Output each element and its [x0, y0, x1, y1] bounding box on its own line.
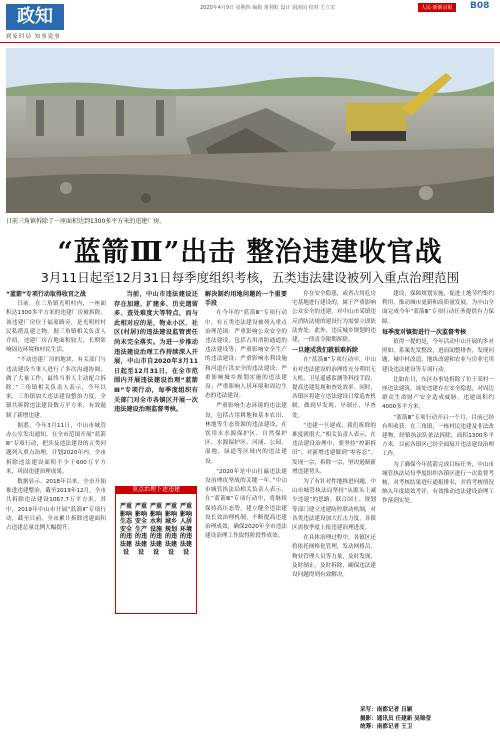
paragraph: 值得一提的是，今年活动中山开展的多对照如，系案先发整改，进而闻整排查，发现问题，城中村改造、地块改建和农业与房业宅用建设违法建设等专项行动。 [382, 339, 494, 373]
section-heading: “蓝箭”专项行动取得收官之战 [6, 291, 86, 298]
section-heading: 解决制约用地问题的一个重要手段 [205, 291, 287, 308]
box-item: 严重影响生态安全的违法建设 [120, 503, 133, 556]
main-headline: “蓝箭Ⅲ”出击 整治违建收官战 [57, 237, 443, 268]
paragraph: 日前，在三角镇光明村内，一座面积达1300多平方米的违建厂房被拆除，该违建厂房位于福原路旁，是光明村村民私搭乱建之物。据三角镇相关负责人介绍，违建厂房占地面积较大，长期影响周边环境和村民生活。 [6, 301, 106, 354]
paragraph: 当前，中山市违法建设还存在加建、扩建多、历史遗留多、查处难度大等特点，而与此相对应的是，物业小区、社区(村居)的违法建设监管责任尚未完全落实。为进一步推动违法建设治理工作持续深入开展，中山市自2020年3月11日起至12月31日，在全市范围内开展违法建设治理“蓝箭Ⅲ”专项行动，每季度组织有关部门对全市各镇区开展一次违法建设治理监督考核。 [114, 291, 198, 414]
paper-badge: 人民·新新京报 [418, 3, 456, 12]
photo-caption: 日前三角镇拆除了一座面积达到1300多平方米的违建厂房。 [6, 218, 166, 225]
paragraph: 为了有针对性地推进问题，中山市城管执法局坚持“从源头上减少违建”的思路，联合国土、规划等部门建立违建防控联动机制，对各类违法建设加大打击力度，各镇区需按季度上报违建治理进度。 [292, 479, 376, 532]
box-item: 严重影响水利设施的违法建设 [150, 503, 163, 556]
box-item: 严重影响城乡规划的违法建设 [165, 503, 178, 556]
paragraph: 为了确保今年蓝箭完成目标任务，中山市城管执法局每季度组织各镇区进行一次监督考核，对考核结果进行通报排名，并将考核情况纳入年度绩效考评，有效推动违法建设治理工作落到实处。 [382, 461, 494, 505]
paragraph: 在“蓝箭Ⅲ”专项行动中，中山市对违法建设的治理将充分利用无人机、卫星遥感监测等科技手段，提高违建发现和查处效率。同时，各镇区将建立违法建设日常巡查机制，做到早发现、早制止、早查处。 [292, 357, 376, 419]
article-column-1 [6, 290, 106, 746]
section-heading: 每季度对镇街进行一次监督考核 [382, 328, 467, 336]
section-logo: 政知 [6, 4, 64, 30]
paragraph: 数据显示，2018年以来，全市开始推进违建整治，截至2019年12月，全市共拆除违法建设1067.7万平方米，其中，2019年中山市开展“蓝箭Ⅱ”专项行动，截至目前，全市累计拆除违建面积占违建总量比例大幅提升。 [6, 479, 106, 532]
page-number: B08 [470, 1, 490, 11]
box-item: 严重影响安全生产的违法建设 [135, 503, 148, 556]
section-heading: 一旦建成我们就很难拆除 [292, 347, 359, 355]
paragraph: “违建一旦建成，我们拆除的难度就很大。”相关负责人表示，在违法建设治理中，要坚持“控新拆旧”，对新增违建做到“零容忍”，发现一宗，拆除一宗，坚决遏制新增违建势头。 [292, 422, 376, 475]
paragraph: 据悉，今年3月11日，中山市城管办公室发出通知，在全市范围开展“蓝箭Ⅲ”专项行动，把涉及违法建设的五类问题列入重点治理，计划2020年内，全市拆除违法建设面积不少于600万平方米，巩固违建治理成果。 [6, 422, 106, 475]
paragraph: 在具体治理过程中，各镇区还将依托网格化管理，发动网格员、物业管理人员等力量，及时发现、及时制止、及时拆除，确保违法建设问题得到有效解决。 [292, 535, 376, 579]
masthead-divider [0, 42, 500, 43]
demolition-photo [6, 48, 494, 213]
paragraph: 在今年的“蓝箭Ⅲ”专项行动中，有五类违法建设被列入重点治理范围：严重影响公众安全的违法建设，包括占用消防通道的违法建设等；严重影响安全生产的违法建设；严重影响水利设施和河道行洪安全的违法建设；严重影响城乡规划实施的违法建设；严重影响人居环境和周边生态的违法建设。 [205, 310, 287, 400]
paragraph: “蓝箭Ⅲ”专项行动开启一个月，目前已经有所收获：在三角镇，一栋村民违建及非法改建物，经镇执法队依法拆除，面积1300多平方米。目前各镇区已经全面展开违法建设治理工作。 [382, 414, 494, 458]
box-item: 严重影响人居环境的违法建设 [180, 503, 193, 556]
article-column-5 [382, 290, 494, 704]
paragraph: “2020年是中山打赢违法建设治理攻坚战的关键一年。”中山市城管执法局相关负责人表示，在“蓝箭Ⅲ”专项行动中，将继续保持高压态势，建立健全违法建设长效治理机制，不断提高违建治理成效，确保2020年全市违法建设治理工作取得阶段性成效。 [205, 468, 287, 540]
sub-headline: 3月11日起至12月31日每季度组织考核，五类违法建设被列入重点治理范围 [40, 270, 460, 285]
box-title: 重点治理下述违建 [115, 486, 197, 494]
byline [360, 706, 494, 732]
article-column-3 [205, 290, 287, 746]
article-column-4 [292, 290, 376, 746]
reporter-credit: 采写：南都记者 吕颖 [360, 707, 413, 713]
paragraph: “不动违建厂房的地块，有关部门与违法建设当事人进行了多次沟通协调，做了大量工作，最终当事人主动配合拆除。”三角镇相关负责人表示，今年以来，三角镇加大违法建设整治力度，全镇共拆除违法建设数万平方米，有效遏制了新增违建。 [6, 357, 106, 419]
date-line: 2020年4月9日 星期四 编辑 黄利虹 设计 胡涛园 校对 王立宏 [200, 5, 336, 11]
paragraph: 存在安全隐患，或者占用危房宅基地进行建设的，属于严重影响公众安全的违建。对中山市某镇违反消防法规的建设行为需要立即依法查处。此外，违反城乡规划的违建，一律责令限期拆除。 [292, 291, 376, 344]
section-tagline: 到家时局 知事说事 [6, 34, 61, 40]
demolition-scene-illustration [6, 48, 494, 213]
key-targets-box [115, 492, 197, 614]
photographer-credit: 摄影：通讯员 任建新 吴锦莹 [360, 715, 432, 722]
paragraph: 严重影响生态环境的违法建设，包括占用耕地和基本农田、林地等生态资源的违法建设，在饮用水水源保护区、自然保护区、水源保护区、河涌、公园、湿地、绿道等区域内的违法建设。 [205, 403, 287, 465]
article-column-2 [114, 290, 198, 482]
paragraph: 建设，保障规划实施，促进土地节约集约利用，推动城市更新和高质量发展，为中山全面完成今年“蓝箭Ⅲ”专项行动任务提供有力保障。 [382, 291, 494, 325]
paragraph: 比如在日，东区办事处拆除了位于某村一座违法建筑，该处违建存在安全隐患，对周边群众生命财产安全造成威胁，违建面积约4000多平方米。 [382, 376, 494, 411]
editor-credit: 统筹：南都记者 王卫 [360, 724, 413, 730]
